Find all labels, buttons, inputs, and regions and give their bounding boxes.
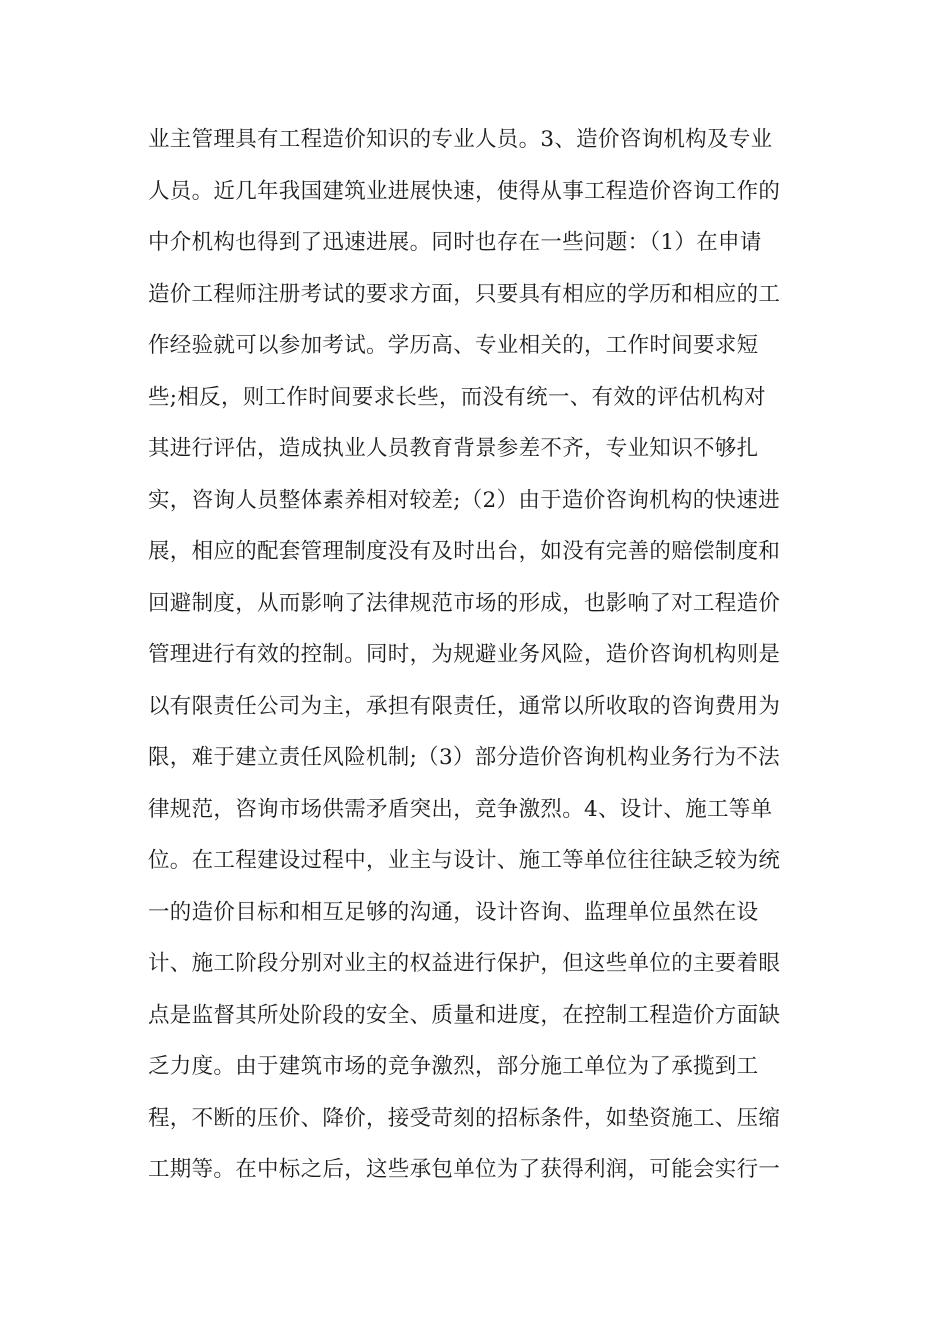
text-line: 业主管理具有工程造价知识的专业人员。3、造价咨询机构及专业 (148, 127, 773, 152)
text-line: 展，相应的配套管理制度没有及时出台，如没有完善的赔偿制度和 (148, 539, 781, 564)
text-line: 一的造价目标和相互足够的沟通，设计咨询、监理单位虽然在设 (148, 899, 759, 925)
text-line: 限，难于建立责任风险机制;（3）部分造价咨询机构业务行为不法 (148, 745, 780, 770)
text-line: 其进行评估，造成执业人员教育背景参差不齐，专业知识不够扎 (148, 436, 759, 461)
text-line: 造价工程师注册考试的要求方面，只要具有相应的学历和相应的工 (148, 281, 781, 307)
text-line: 人员。近几年我国建筑业进展快速，使得从事工程造价咨询工作的 (148, 178, 781, 204)
text-line: 律规范，咨询市场供需矛盾突出，竞争激烈。4、设计、施工等单 (148, 796, 773, 822)
text-line: 程，不断的压价、降价，接受苛刻的招标条件，如垫资施工、压缩 (148, 1105, 781, 1131)
text-line: 管理进行有效的控制。同时，为规避业务风险，造价咨询机构则是 (148, 642, 781, 667)
text-line: 工期等。在中标之后，这些承包单位为了获得利润，可能会实行一 (148, 1157, 781, 1182)
text-line: 位。在工程建设过程中，业主与设计、施工等单位往往缺乏较为统 (148, 848, 781, 873)
text-line: 计、施工阶段分别对业主的权益进行保护，但这些单位的主要着眼 (148, 951, 781, 976)
text-line: 点是监督其所处阶段的安全、质量和进度，在控制工程造价方面缺 (148, 1002, 781, 1028)
text-line: 乏力度。由于建筑市场的竞争激烈，部分施工单位为了承揽到工 (148, 1054, 759, 1079)
text-line: 中介机构也得到了迅速进展。同时也存在一些问题：（1）在申请 (148, 230, 762, 255)
text-line: 些;相反，则工作时间要求长些，而没有统一、有效的评估机构对 (148, 384, 766, 410)
text-line: 实，咨询人员整体素养相对较差;（2）由于造价咨询机构的快速进 (148, 487, 780, 513)
text-line: 以有限责任公司为主，承担有限责任，通常以所收取的咨询费用为 (148, 693, 781, 719)
body-text (148, 114, 808, 1196)
text-line: 回避制度，从而影响了法律规范市场的形成，也影响了对工程造价 (148, 590, 781, 616)
text-line: 作经验就可以参加考试。学历高、专业相关的，工作时间要求短 (148, 333, 759, 358)
